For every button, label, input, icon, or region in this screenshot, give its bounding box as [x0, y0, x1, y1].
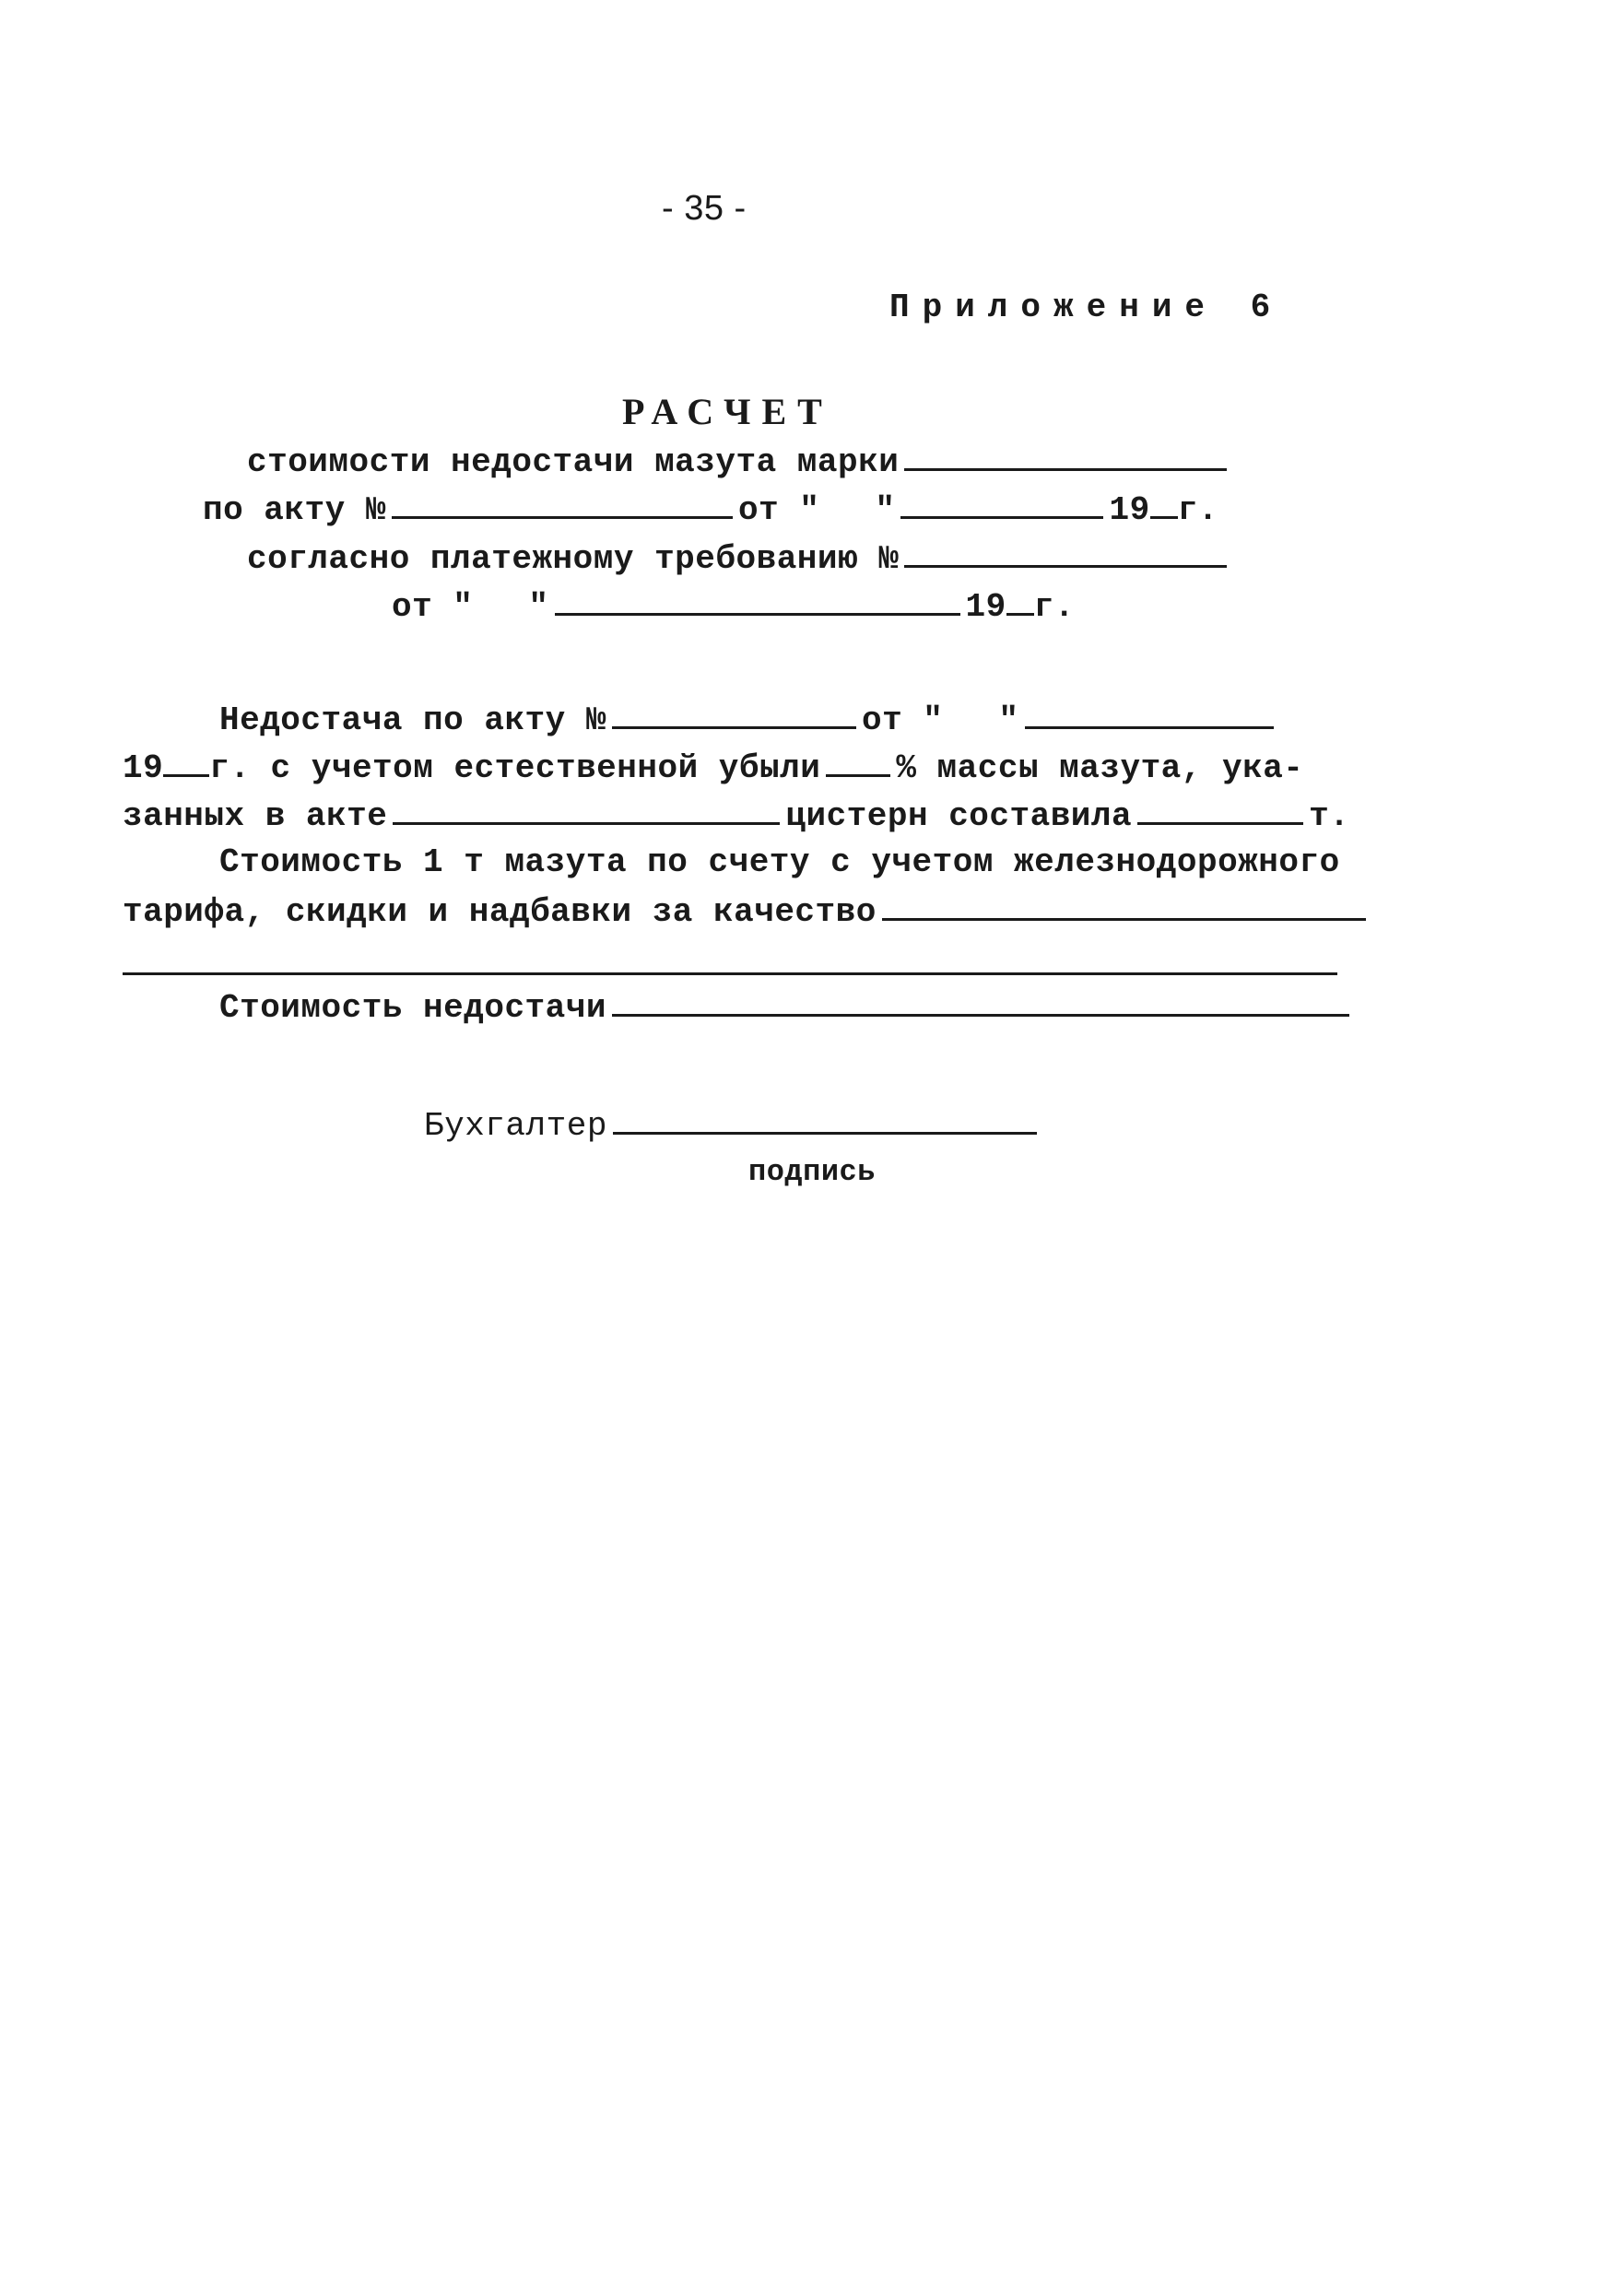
shortage-cost-blank	[612, 986, 1349, 1017]
body-line-6	[219, 986, 1355, 1029]
shortage-act-label: Недостача по акту №	[219, 701, 606, 739]
act-date-quote: "	[875, 491, 896, 529]
price-blank	[882, 890, 1366, 921]
shortage-date-quote: "	[998, 701, 1019, 739]
heading-line-1-text: стоимости недостачи мазута марки	[247, 443, 900, 481]
body-line-3	[123, 795, 1349, 837]
signature-blank	[613, 1104, 1037, 1135]
act-number-label: по акту №	[203, 491, 386, 529]
tanks-blank	[393, 795, 780, 825]
body-line-4: Стоимость 1 т мазута по счету с учетом железнодорожного	[219, 843, 1340, 881]
document-title: РАСЧЕТ	[622, 391, 833, 432]
request-date-from: от "	[392, 588, 474, 626]
signature-caption: подпись	[748, 1155, 876, 1189]
heading-line-2	[203, 489, 1218, 531]
request-year-suffix: г.	[1033, 588, 1075, 626]
heading-line-1	[247, 441, 1232, 483]
request-year-prefix: 19	[965, 588, 1006, 626]
price-continuation-blank	[123, 972, 1337, 975]
natural-loss-label: г. с учетом естественной убыли	[209, 749, 821, 787]
shortage-act-blank	[612, 699, 856, 729]
shortage-date-from: от "	[861, 701, 944, 739]
act-year-prefix: 19	[1109, 491, 1150, 529]
tons-blank	[1137, 795, 1303, 825]
year-prefix: 19	[123, 749, 164, 787]
appendix-label: Приложение 6	[889, 289, 1284, 326]
body-line-5	[123, 890, 1371, 933]
tariff-label: тарифа, скидки и надбавки за качество	[123, 893, 877, 931]
request-year-blank	[1006, 585, 1034, 616]
tons-unit: т.	[1309, 797, 1350, 835]
act-date-from: от "	[737, 491, 820, 529]
tanks-amount-label: цистерн составила	[785, 797, 1133, 835]
loss-percent-blank	[826, 747, 890, 777]
body-line-2	[123, 747, 1303, 789]
act-year-suffix: г.	[1177, 491, 1218, 529]
shortage-date-blank	[1025, 699, 1274, 729]
payment-request-label: согласно платежному требованию №	[247, 540, 900, 578]
page-number: - 35 -	[662, 189, 747, 228]
act-mentioned-label: занных в акте	[123, 797, 388, 835]
heading-line-3	[247, 537, 1232, 580]
year-blank	[163, 747, 209, 777]
body-line-1	[219, 699, 1279, 741]
accountant-label: Бухгалтер	[424, 1107, 607, 1145]
payment-request-blank	[904, 537, 1227, 568]
grade-blank	[904, 441, 1227, 471]
act-year-blank	[1150, 489, 1178, 519]
heading-line-4	[392, 585, 1075, 628]
shortage-cost-label: Стоимость недостачи	[219, 989, 606, 1027]
signature-line	[424, 1104, 1042, 1147]
act-month-blank	[900, 489, 1103, 519]
request-month-blank	[555, 585, 960, 616]
request-date-quote: "	[528, 588, 549, 626]
act-number-blank	[392, 489, 733, 519]
mass-label: % массы мазута, ука-	[896, 749, 1304, 787]
